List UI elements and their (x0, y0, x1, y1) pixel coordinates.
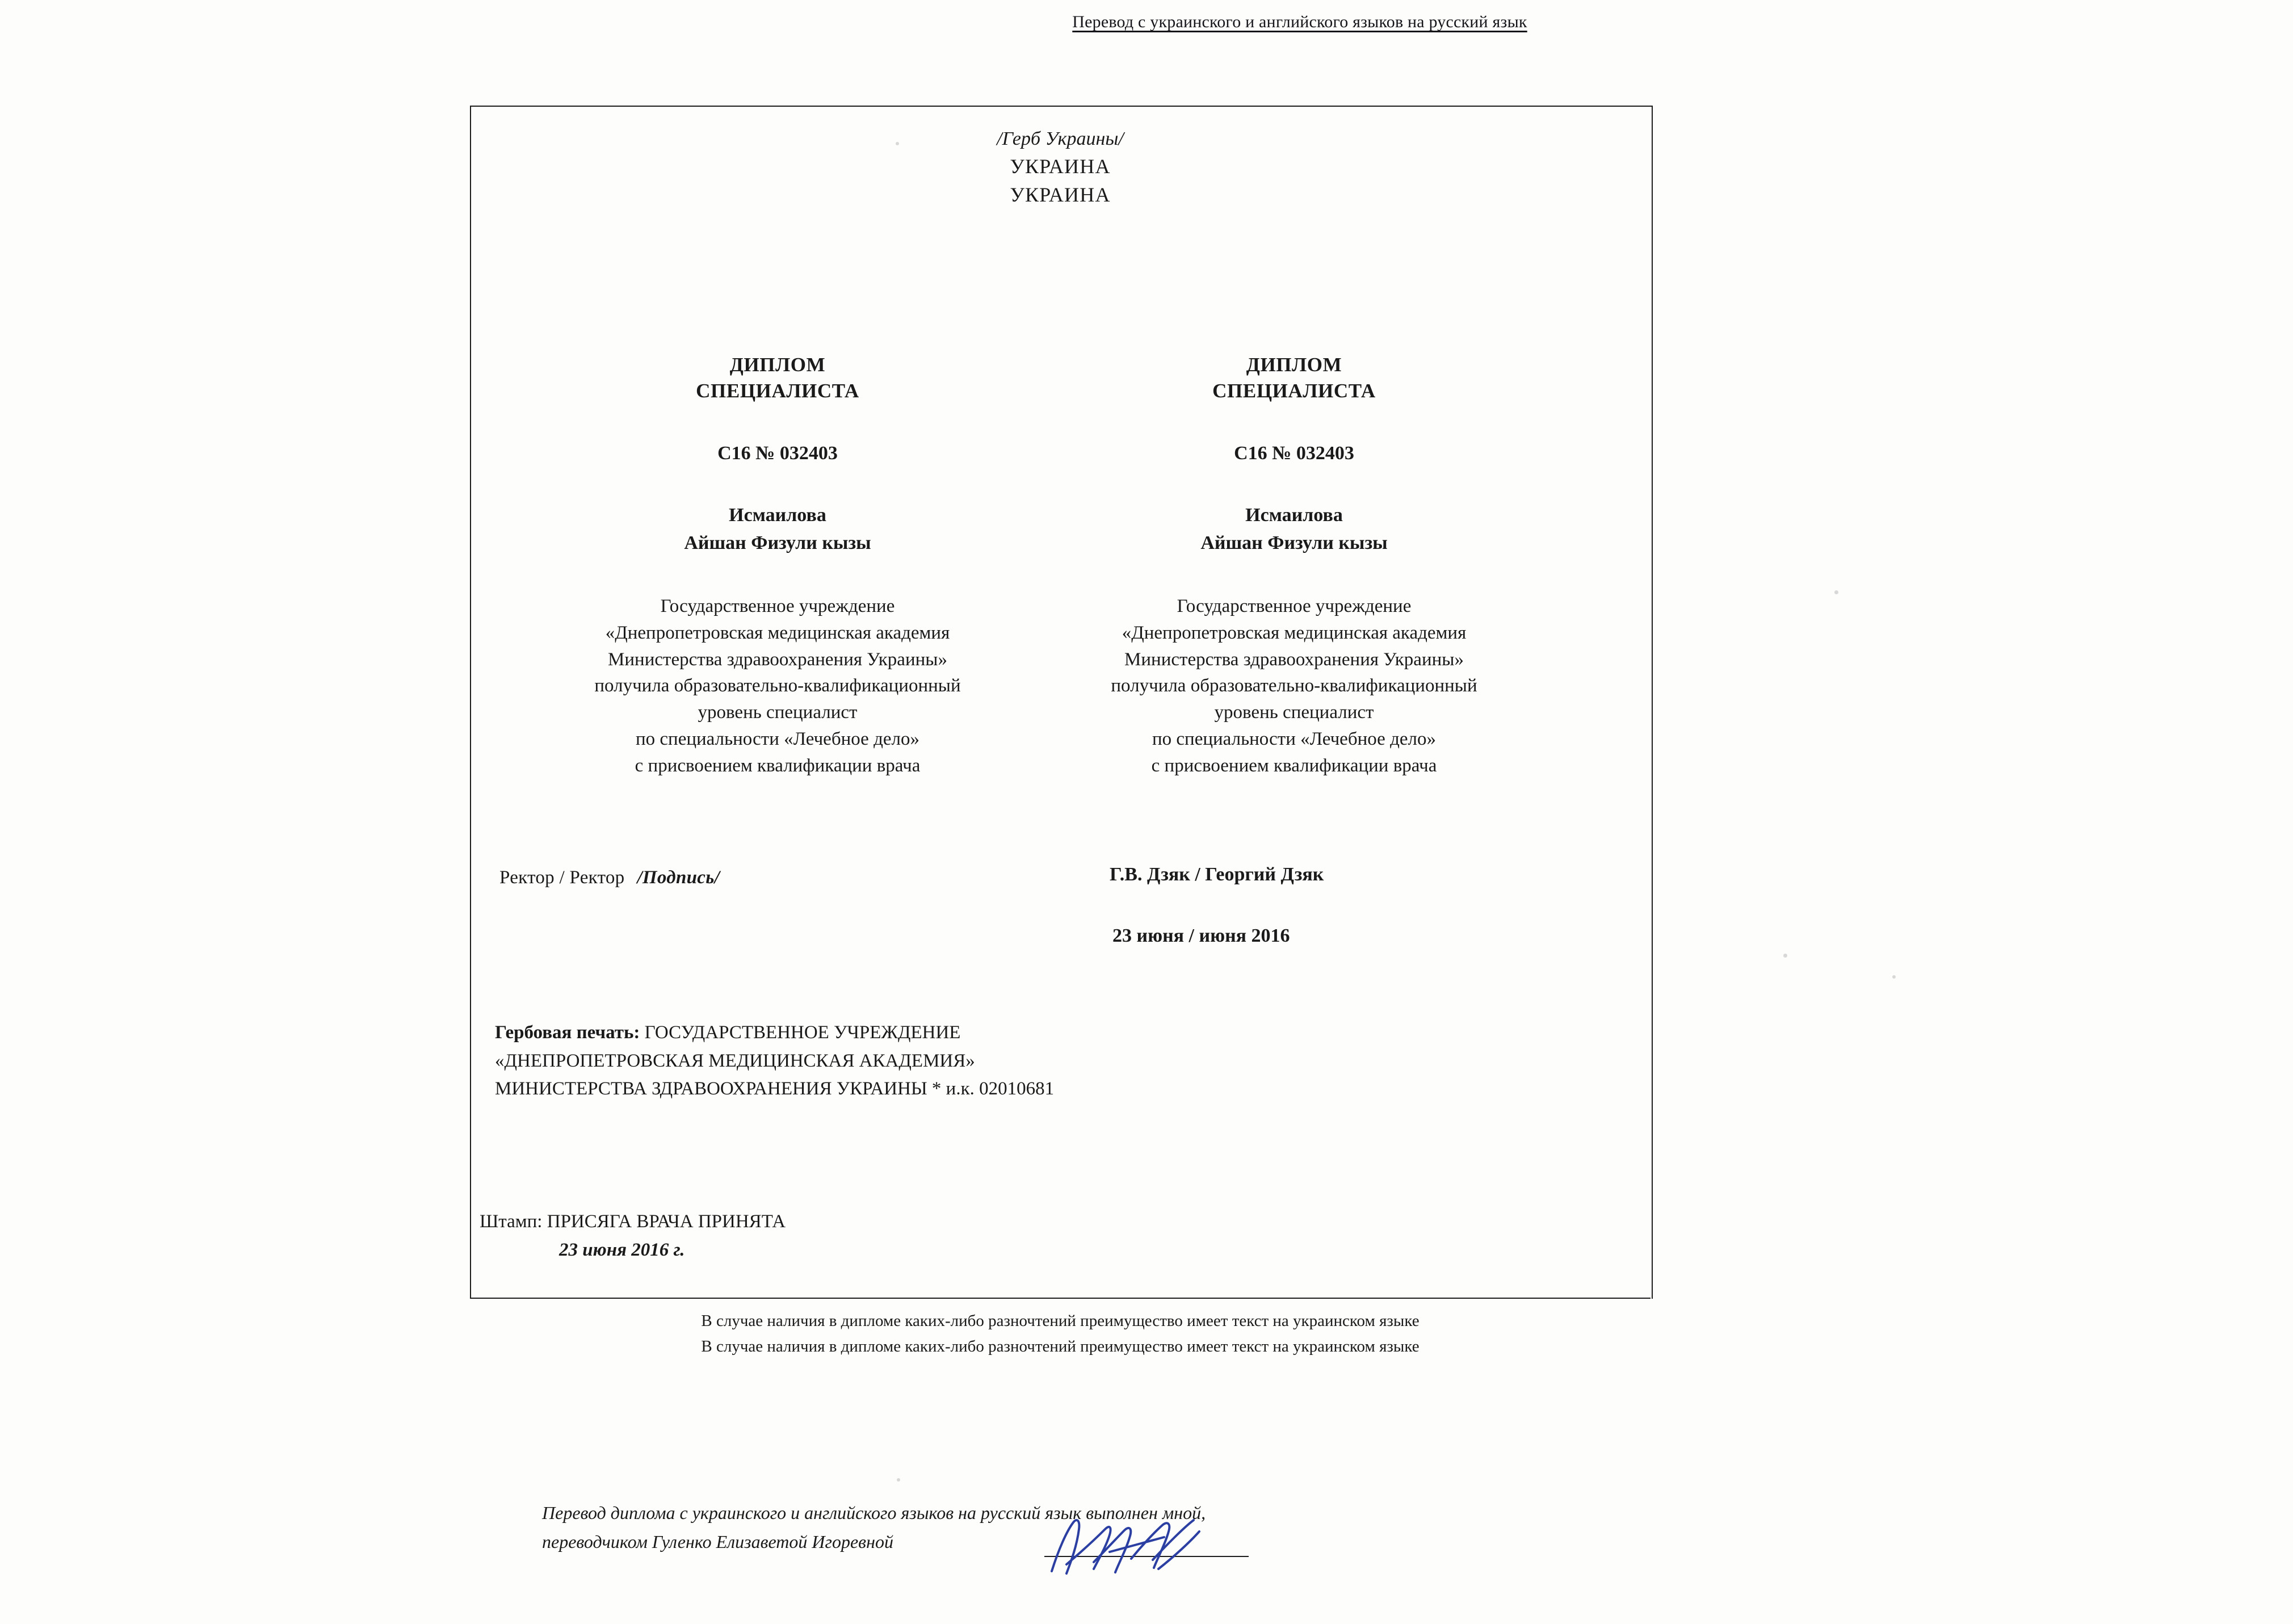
translator-signature-rule (1044, 1556, 1249, 1557)
seal-text: ГОСУДАРСТВЕННОЕ УЧРЕЖДЕНИЕ «ДНЕПРОПЕТРОВСКАЯ МЕДИЦИНСКАЯ АКАДЕМИЯ» МИНИСТЕРСТВА ЗДРАВООХРАНЕНИЯ УКРАИНЫ * и.к. 02010681 (495, 1022, 1055, 1099)
diploma-column-right (1039, 352, 1549, 779)
diploma-body-left-line-0: Государственное учреждение (660, 595, 895, 616)
diploma-number-right: С16 № 032403 (1234, 443, 1354, 464)
diploma-body-right (1039, 593, 1549, 779)
diploma-body-left-line-4: уровень специалист (698, 702, 858, 723)
diploma-title-left (522, 352, 1033, 404)
translator-statement-line-1: Перевод диплома с украинского и английского языков на русский язык выполнен мной, (542, 1503, 1206, 1523)
diploma-title-right-line1: ДИПЛОМ (1246, 354, 1342, 376)
rector-label: Ректор / Ректор (499, 867, 625, 888)
stamp-description (480, 1208, 1161, 1264)
holder-name-left (522, 502, 1033, 557)
holder-surname-right: Исмаилова (1245, 505, 1343, 526)
translator-statement (542, 1499, 1620, 1556)
diploma-body-left-line-6: с присвоением квалификации врача (635, 756, 921, 777)
scan-speckle (1892, 975, 1896, 979)
footnote-line-1: В случае наличия в дипломе каких-либо разночтений преимущество имеет текст на украинском языке (701, 1312, 1420, 1330)
seal-description (495, 1019, 1119, 1103)
diploma-body-right-line-0: Государственное учреждение (1177, 595, 1412, 616)
stamp-date: 23 июня 2016 г. (559, 1239, 685, 1260)
seal-label: Гербовая печать: (495, 1022, 640, 1043)
diploma-column-left (522, 352, 1033, 779)
holder-given-names-right: Айшан Физули кызы (1200, 532, 1388, 553)
diploma-body-right-line-3: получила образовательно-квалификационный (1111, 675, 1477, 696)
diploma-title-right (1039, 352, 1549, 404)
diploma-body-left-line-5: по специальности «Лечебное дело» (636, 729, 919, 750)
translation-header-note: Перевод с украинского и английского языков на русский язык (1072, 12, 1527, 31)
rector-name: Г.В. Дзяк / Георгий Дзяк (1110, 864, 1324, 885)
diploma-body-left-line-2: Министерства здравоохранения Украины» (608, 649, 947, 670)
diploma-body-left-line-1: «Днепропетровская медицинская академия (605, 622, 950, 643)
scan-speckle (897, 1478, 900, 1482)
country-name-english: УКРАИНА (1010, 183, 1111, 206)
rector-signature-mark: /Подпись/ (637, 867, 720, 888)
emblem-block (470, 126, 1651, 209)
holder-given-names-left: Айшан Физули кызы (684, 532, 871, 553)
diploma-body-right-line-4: уровень специалист (1214, 702, 1374, 723)
diploma-body-right-line-1: «Днепропетровская медицинская академия (1122, 622, 1467, 643)
diploma-body-left-line-3: получила образовательно-квалификационный (594, 675, 961, 696)
diploma-number-left: С16 № 032403 (717, 443, 838, 464)
footnotes (470, 1308, 1651, 1359)
holder-name-right (1039, 502, 1549, 557)
holder-surname-left: Исмаилова (729, 505, 826, 526)
scan-speckle (896, 142, 899, 145)
scan-speckle (1834, 590, 1838, 594)
diploma-title-right-line2: СПЕЦИАЛИСТА (1212, 380, 1376, 402)
issue-date: 23 июня / июня 2016 (1112, 925, 1290, 946)
diploma-title-left-line2: СПЕЦИАЛИСТА (696, 380, 859, 402)
translator-statement-line-2: переводчиком Гуленко Елизаветой Игоревной (542, 1531, 893, 1552)
diploma-body-right-line-5: по специальности «Лечебное дело» (1152, 729, 1436, 750)
country-name-ukrainian: УКРАИНА (1010, 154, 1111, 178)
footnote-line-2: В случае наличия в дипломе каких-либо разночтений преимущество имеет текст на украинском языке (701, 1337, 1420, 1356)
diploma-border-bottom-rule (470, 1298, 1651, 1299)
diploma-title-left-line1: ДИПЛОМ (729, 354, 826, 376)
scan-speckle (1783, 954, 1787, 958)
diploma-body-left (522, 593, 1033, 779)
diploma-body-right-line-2: Министерства здравоохранения Украины» (1124, 649, 1464, 670)
diploma-body-right-line-6: с присвоением квалификации врача (1151, 756, 1437, 777)
stamp-label: Штамп: (480, 1211, 543, 1232)
rector-line (499, 867, 720, 888)
stamp-text: ПРИСЯГА ВРАЧА ПРИНЯТА (547, 1211, 786, 1232)
emblem-caption: /Герб Украины/ (997, 128, 1124, 149)
